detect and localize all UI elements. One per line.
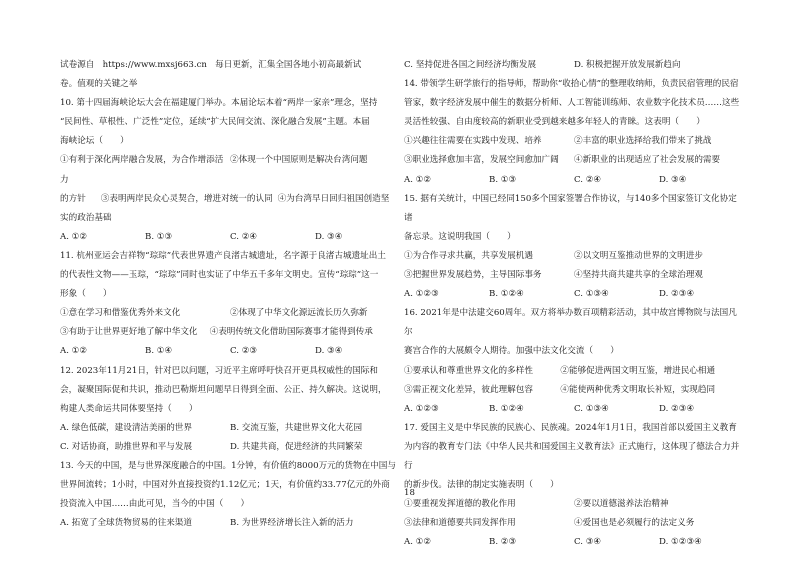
q14-option-c[interactable]: C. ②④ bbox=[574, 174, 602, 185]
q12-stem-line: 会，凝聚国际促和共识，推动巴勒斯坦问题早日得到全面、公正、持久解决。这说明， bbox=[60, 384, 387, 395]
q14-options bbox=[404, 171, 744, 190]
q14-stem-line: 14. 带领学生研学旅行的指导师，帮助你“收拾心情”的整理收纳师，负责民宿管理的民宿 bbox=[404, 79, 739, 90]
header-url-link[interactable]: https://www.mxsj663.cn bbox=[102, 60, 207, 70]
header-source-label: 试卷源自 bbox=[60, 60, 95, 70]
q16-stem-line: 赛宫合作的大展颇令人期待。加强中法文化交流（ ） bbox=[404, 346, 619, 357]
q12-stem-line: 构建人类命运共同体要坚持（ ） bbox=[60, 403, 198, 414]
q17-item: ①要重视发挥道德的教化作用 bbox=[404, 499, 516, 510]
q11-option-a[interactable]: A. ①② bbox=[60, 346, 88, 357]
q14-items-row bbox=[404, 132, 744, 151]
q10-options bbox=[60, 228, 400, 247]
q17-option-c[interactable]: C. ③④ bbox=[574, 537, 602, 548]
q10-item: ②体现一个中国原则是解决台湾问题 bbox=[230, 155, 368, 166]
q14-stem-line: 灵活性较强、自由度较高的新职业受到越来越多年轻人的青睐。这表明（ ） bbox=[404, 117, 705, 128]
q14-stem-line: 管家，数字经济发展中催生的数据分析师、人工智能训练师、农业数字化技术员……这些 bbox=[404, 98, 740, 109]
q16-options bbox=[404, 400, 744, 419]
q10-items-row bbox=[60, 190, 400, 209]
q17-option-a[interactable]: A. ①② bbox=[404, 537, 432, 548]
q17-option-b[interactable]: B. ②③ bbox=[489, 537, 517, 548]
q15-item: ①为合作寻求共赢，共享发展机遇 bbox=[404, 250, 533, 261]
q14-option-d[interactable]: D. ③④ bbox=[659, 174, 687, 185]
q17-options bbox=[404, 533, 744, 552]
q14-option-a[interactable]: A. ①② bbox=[404, 174, 432, 185]
q13-option-b[interactable]: B. 为世界经济增长注入新的活力 bbox=[230, 518, 354, 529]
q16-item: ①要承认和尊重世界文化的多样性 bbox=[404, 365, 533, 376]
q10-item: 的方针 bbox=[60, 193, 86, 204]
q12-options-row bbox=[60, 438, 400, 457]
q11-item: ④表明传统文化借助国际赛事才能得到传承 bbox=[209, 327, 373, 338]
q15-option-d[interactable]: D. ②③④ bbox=[659, 289, 695, 300]
q11-item: ②体现了中华文化源远流长历久弥新 bbox=[230, 308, 368, 319]
q15-item: ③把握世界发展趋势，主导国际事务 bbox=[404, 270, 542, 281]
q12-option-a[interactable]: A. 绿色低碳，建设清洁美丽的世界 bbox=[60, 422, 192, 433]
q15-items-row bbox=[404, 247, 744, 266]
q11-item: ③有助于让世界更好地了解中华文化 bbox=[60, 327, 198, 338]
q16-items-row bbox=[404, 362, 744, 381]
q11-option-b[interactable]: B. ①④ bbox=[145, 346, 173, 357]
q10-stem-line: 海峡论坛（ ） bbox=[60, 136, 129, 147]
q10-option-c[interactable]: C. ②④ bbox=[230, 231, 258, 242]
header-line-2: 卷。值观的关键之举 bbox=[60, 79, 138, 90]
q11-option-d[interactable]: D. ③④ bbox=[315, 346, 343, 357]
q14-item: ②丰富的职业选择给我们带来了挑战 bbox=[574, 136, 712, 147]
q16-item: ③需正视文化差异，彼此理解包容 bbox=[404, 384, 533, 395]
q12-stem-line: 12. 2023年11月21日，针对巴以问题，习近平主席呼吁快召开更具权威性的国际和 bbox=[60, 365, 378, 376]
q16-stem-line: 16. 2021年是中法建交60周年。双方将举办数百项精彩活动，其中故宫博物院与法国凡尔 bbox=[404, 308, 737, 338]
q13-stem-line: 世界间流转；1小时，中国对外直接投资约1.12亿元；1天，有价值约33.77亿元的外商 bbox=[60, 480, 390, 491]
q14-item: ④新职业的出现适应了社会发展的需要 bbox=[574, 155, 721, 166]
q16-item: ②能够促进两国文明互鉴，增进民心相通 bbox=[560, 365, 716, 376]
q17-items-row bbox=[404, 514, 744, 533]
q11-stem-line: 11. 杭州亚运会吉祥物“琮琮”代表世界遗产良渚古城遗址，名字源于良渚古城遗址出土 bbox=[60, 250, 386, 261]
q10-option-a[interactable]: A. ①② bbox=[60, 231, 88, 242]
q10-option-b[interactable]: B. ①③ bbox=[145, 231, 173, 242]
q13-stem-line: 13. 今天的中国，是与世界深度融合的中国。1分钟，有价值约8000万元的货物在中国与 bbox=[60, 460, 396, 471]
q15-stem-line: 备忘录。这说明我国（ ） bbox=[404, 231, 516, 242]
q11-stem-line: 的代表性文物——玉琮，“琮琮”同时也实证了中华五千多年文明史。宣传“琮琮”这一 bbox=[60, 270, 379, 281]
q17-stem-line: 为内容的教育专门法《中华人民共和国爱国主义教育法》正式施行，这体现了德法合力并行 bbox=[404, 441, 740, 471]
q16-item: ④能使两种优秀文明取长补短，实现趋同 bbox=[560, 384, 716, 395]
q17-stem-line: 的新步伐。法律的制定实施表明（ ） bbox=[404, 480, 559, 491]
q17-item: ③法律和道德要共同发挥作用 bbox=[404, 518, 516, 529]
q15-item: ②以文明互鉴推动世界的文明进步 bbox=[574, 250, 703, 261]
q14-item: ①兴趣往往需要在实践中发现、培养 bbox=[404, 136, 542, 147]
q15-stem-line: 15. 据有关统计，中国已经同150多个国家签署合作协议，与140多个国家签订文化协定诸 bbox=[404, 193, 737, 223]
q15-options bbox=[404, 285, 744, 304]
q13-options-row bbox=[60, 514, 400, 533]
q12-option-d[interactable]: D. 共建共商，促进经济的共同繁荣 bbox=[230, 441, 363, 452]
q11-option-c[interactable]: C. ②③ bbox=[230, 346, 258, 357]
q17-items-row bbox=[404, 495, 744, 514]
q14-option-b[interactable]: B. ①③ bbox=[489, 174, 517, 185]
q10-option-d[interactable]: D. ③④ bbox=[315, 231, 343, 242]
q10-item: 实的政治基础 bbox=[60, 212, 112, 223]
q13-option-a[interactable]: A. 拓宽了全球货物贸易的往来渠道 bbox=[60, 518, 192, 529]
q10-items-row bbox=[60, 151, 400, 189]
q15-option-a[interactable]: A. ①②③ bbox=[404, 289, 439, 300]
q11-items-row bbox=[60, 304, 400, 323]
q15-items-row bbox=[404, 266, 744, 285]
q10-item: ①有利于深化两岸融合发展，为合作增添活力 bbox=[60, 155, 224, 185]
q10-stem-line: “民间性、草根性、广泛性”定位，延续“扩大民间交流、深化融合发展”主题。本届 bbox=[60, 117, 370, 128]
q16-items-row bbox=[404, 381, 744, 400]
q17-item: ②要以道德滋养法治精神 bbox=[574, 499, 669, 510]
q10-stem-line: 10. 第十四届海峡论坛大会在福建厦门举办。本届论坛本着“两岸一家亲”理念，坚持 bbox=[60, 98, 378, 109]
q11-stem-line: 形象（ ） bbox=[60, 289, 112, 300]
q13-stem-line: 投资流入中国……由此可见，当今的中国（ ） bbox=[60, 499, 250, 510]
q11-items-row bbox=[60, 323, 400, 342]
q11-item: ①意在学习和借鉴优秀外来文化 bbox=[60, 308, 181, 319]
q17-item: ④爱国也是必须履行的法定义务 bbox=[574, 518, 695, 529]
header-update-text: 每日更新，汇集全国各地小初高最新试 bbox=[215, 60, 362, 70]
q15-option-c[interactable]: C. ①③④ bbox=[574, 289, 609, 300]
q16-option-d[interactable]: D. ②③④ bbox=[659, 403, 695, 414]
q12-option-c[interactable]: C. 对话协商，助推世界和平与发展 bbox=[60, 441, 193, 452]
q13-option-c[interactable]: C. 坚持促进各国之间经济均衡发展 bbox=[404, 60, 537, 70]
page-number: 18 bbox=[404, 488, 415, 498]
q12-options-row bbox=[60, 419, 400, 438]
left-column bbox=[60, 56, 400, 533]
q15-option-b[interactable]: B. ①②④ bbox=[489, 289, 524, 300]
q13-options-row bbox=[404, 56, 744, 75]
q17-option-d[interactable]: D. ①②③④ bbox=[659, 537, 702, 548]
q15-item: ④坚持共商共建共享的全球治理观 bbox=[574, 270, 703, 281]
q14-item: ③职业选择愈加丰富，发展空间愈加广阔 bbox=[404, 155, 559, 166]
q11-options bbox=[60, 342, 400, 361]
q17-stem-line: 17. 爱国主义是中华民族的民族心、民族魂。2024年1月1日，我国首部以爱国主义教育 bbox=[404, 422, 737, 433]
q16-option-c[interactable]: C. ①③④ bbox=[574, 403, 609, 414]
q14-items-row bbox=[404, 151, 744, 170]
q16-option-a[interactable]: A. ①②③ bbox=[404, 403, 439, 414]
q10-item: ③表明两岸民众心灵契合，增进对统一的认同 bbox=[100, 193, 273, 204]
q16-option-b[interactable]: B. ①②④ bbox=[489, 403, 524, 414]
q13-option-d[interactable]: D. 积极把握开放发展新趋向 bbox=[574, 60, 681, 70]
q10-item: ④为台湾早日回归祖国创造坚 bbox=[277, 193, 390, 204]
q12-option-b[interactable]: B. 交流互鉴，共建世界文化大花园 bbox=[230, 422, 363, 433]
header-line bbox=[60, 56, 400, 75]
right-column bbox=[404, 56, 744, 552]
